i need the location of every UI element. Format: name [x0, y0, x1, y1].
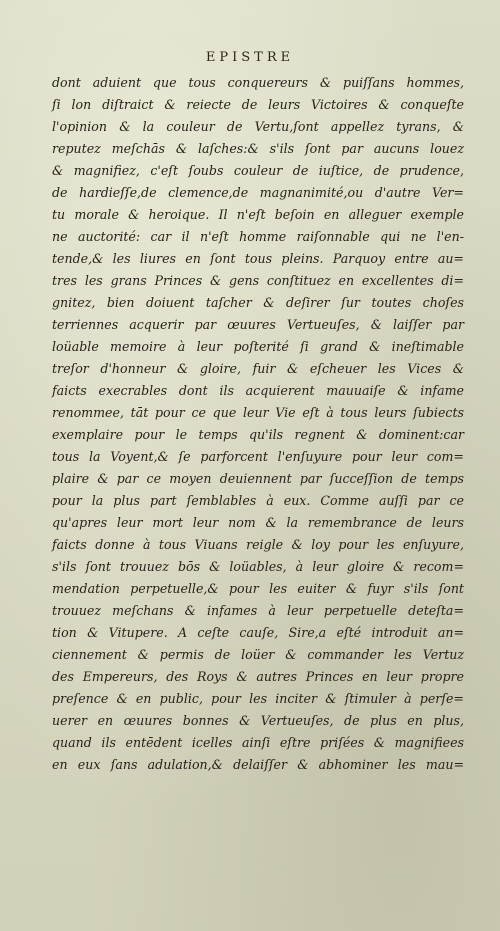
text-line: tende,& les liures en ſont tous pleins. Parquoy entre au=	[52, 251, 464, 266]
text-line: tion & Vitupere. A ceſte cauſe, Sire,a eſté introduit an=	[52, 625, 464, 640]
text-line: exemplaire pour le temps qu'ils regnent & dominent:car	[52, 427, 464, 442]
text-line: l'opinion & la couleur de Vertu,ſont appellez tyrans, &	[52, 119, 464, 134]
text-line: ne auctorité: car il n'eſt homme raiſonnable qui ne l'en-	[52, 229, 464, 244]
text-line: tu morale & heroique. Il n'eſt beſoin en alleguer exemple	[52, 207, 464, 222]
text-line: s'ils ſont trouuez bōs & loüables, à leur gloire & recom=	[52, 559, 464, 574]
text-line: loüable memoire à leur poſterité ſi grand & ineſtimable	[52, 339, 464, 354]
text-line: des Empereurs, des Roys & autres Princes en leur propre	[52, 669, 464, 684]
text-line: tres les grans Princes & gens conſtituez en excellentes di=	[52, 273, 464, 288]
text-line: quand ils entēdent icelles ainſi eſtre priſées & magnifiees	[52, 735, 464, 750]
text-line: terriennes acquerir par œuures Vertueuſes, & laiſſer par	[52, 317, 464, 332]
text-line: & magnifiez, c'eſt ſoubs couleur de iuſtice, de prudence,	[52, 163, 464, 178]
text-line: mendation perpetuelle,& pour les euiter & fuyr s'ils ſont	[52, 581, 464, 596]
text-line: uerer en œuures bonnes & Vertueuſes, de plus en plus,	[52, 713, 464, 728]
text-line: faicts execrables dont ils acquierent mauuaiſe & infame	[52, 383, 464, 398]
text-line: dont aduient que tous conquereurs & puiſſans hommes,	[52, 75, 464, 90]
text-line: reputez meſchās & laſches:& s'ils ſont par aucuns louez	[52, 141, 464, 156]
body-text	[52, 72, 464, 776]
text-line: ſi lon diſtraict & reiecte de leurs Victoires & conqueſte	[52, 97, 464, 112]
text-line: pour la plus part ſemblables à eux. Comme auſſi par ce	[52, 493, 464, 508]
text-line: de hardieſſe,de clemence,de magnanimité,ou d'autre Ver=	[52, 185, 464, 200]
text-line: renommee, tāt pour ce que leur Vie eſt à tous leurs ſubiects	[52, 405, 464, 420]
text-line: plaire & par ce moyen deuiennent par ſucceſſion de temps	[52, 471, 464, 486]
text-line: ciennement & permis de loüer & commander les Vertuz	[52, 647, 464, 662]
text-line: tous la Voyent,& ſe parforcent l'enſuyure pour leur com=	[52, 449, 464, 464]
text-line: preſence & en public, pour les inciter & ſtimuler à perſe=	[52, 691, 464, 706]
text-line: gnitez, bien doiuent taſcher & deſirer ſur toutes choſes	[52, 295, 464, 310]
text-line: qu'apres leur mort leur nom & la remembrance de leurs	[52, 515, 464, 530]
text-line: faicts donne à tous Viuans reigle & loy pour les enſuyure,	[52, 537, 464, 552]
text-line: treſor d'honneur & gloire, fuir & eſcheuer les Vices &	[52, 361, 464, 376]
text-line: en eux ſans adulation,& delaiſſer & abhominer les mau=	[52, 757, 464, 772]
text-line: trouuez meſchans & infames à leur perpetuelle deteſta=	[52, 603, 464, 618]
running-head: EPISTRE	[205, 50, 295, 65]
